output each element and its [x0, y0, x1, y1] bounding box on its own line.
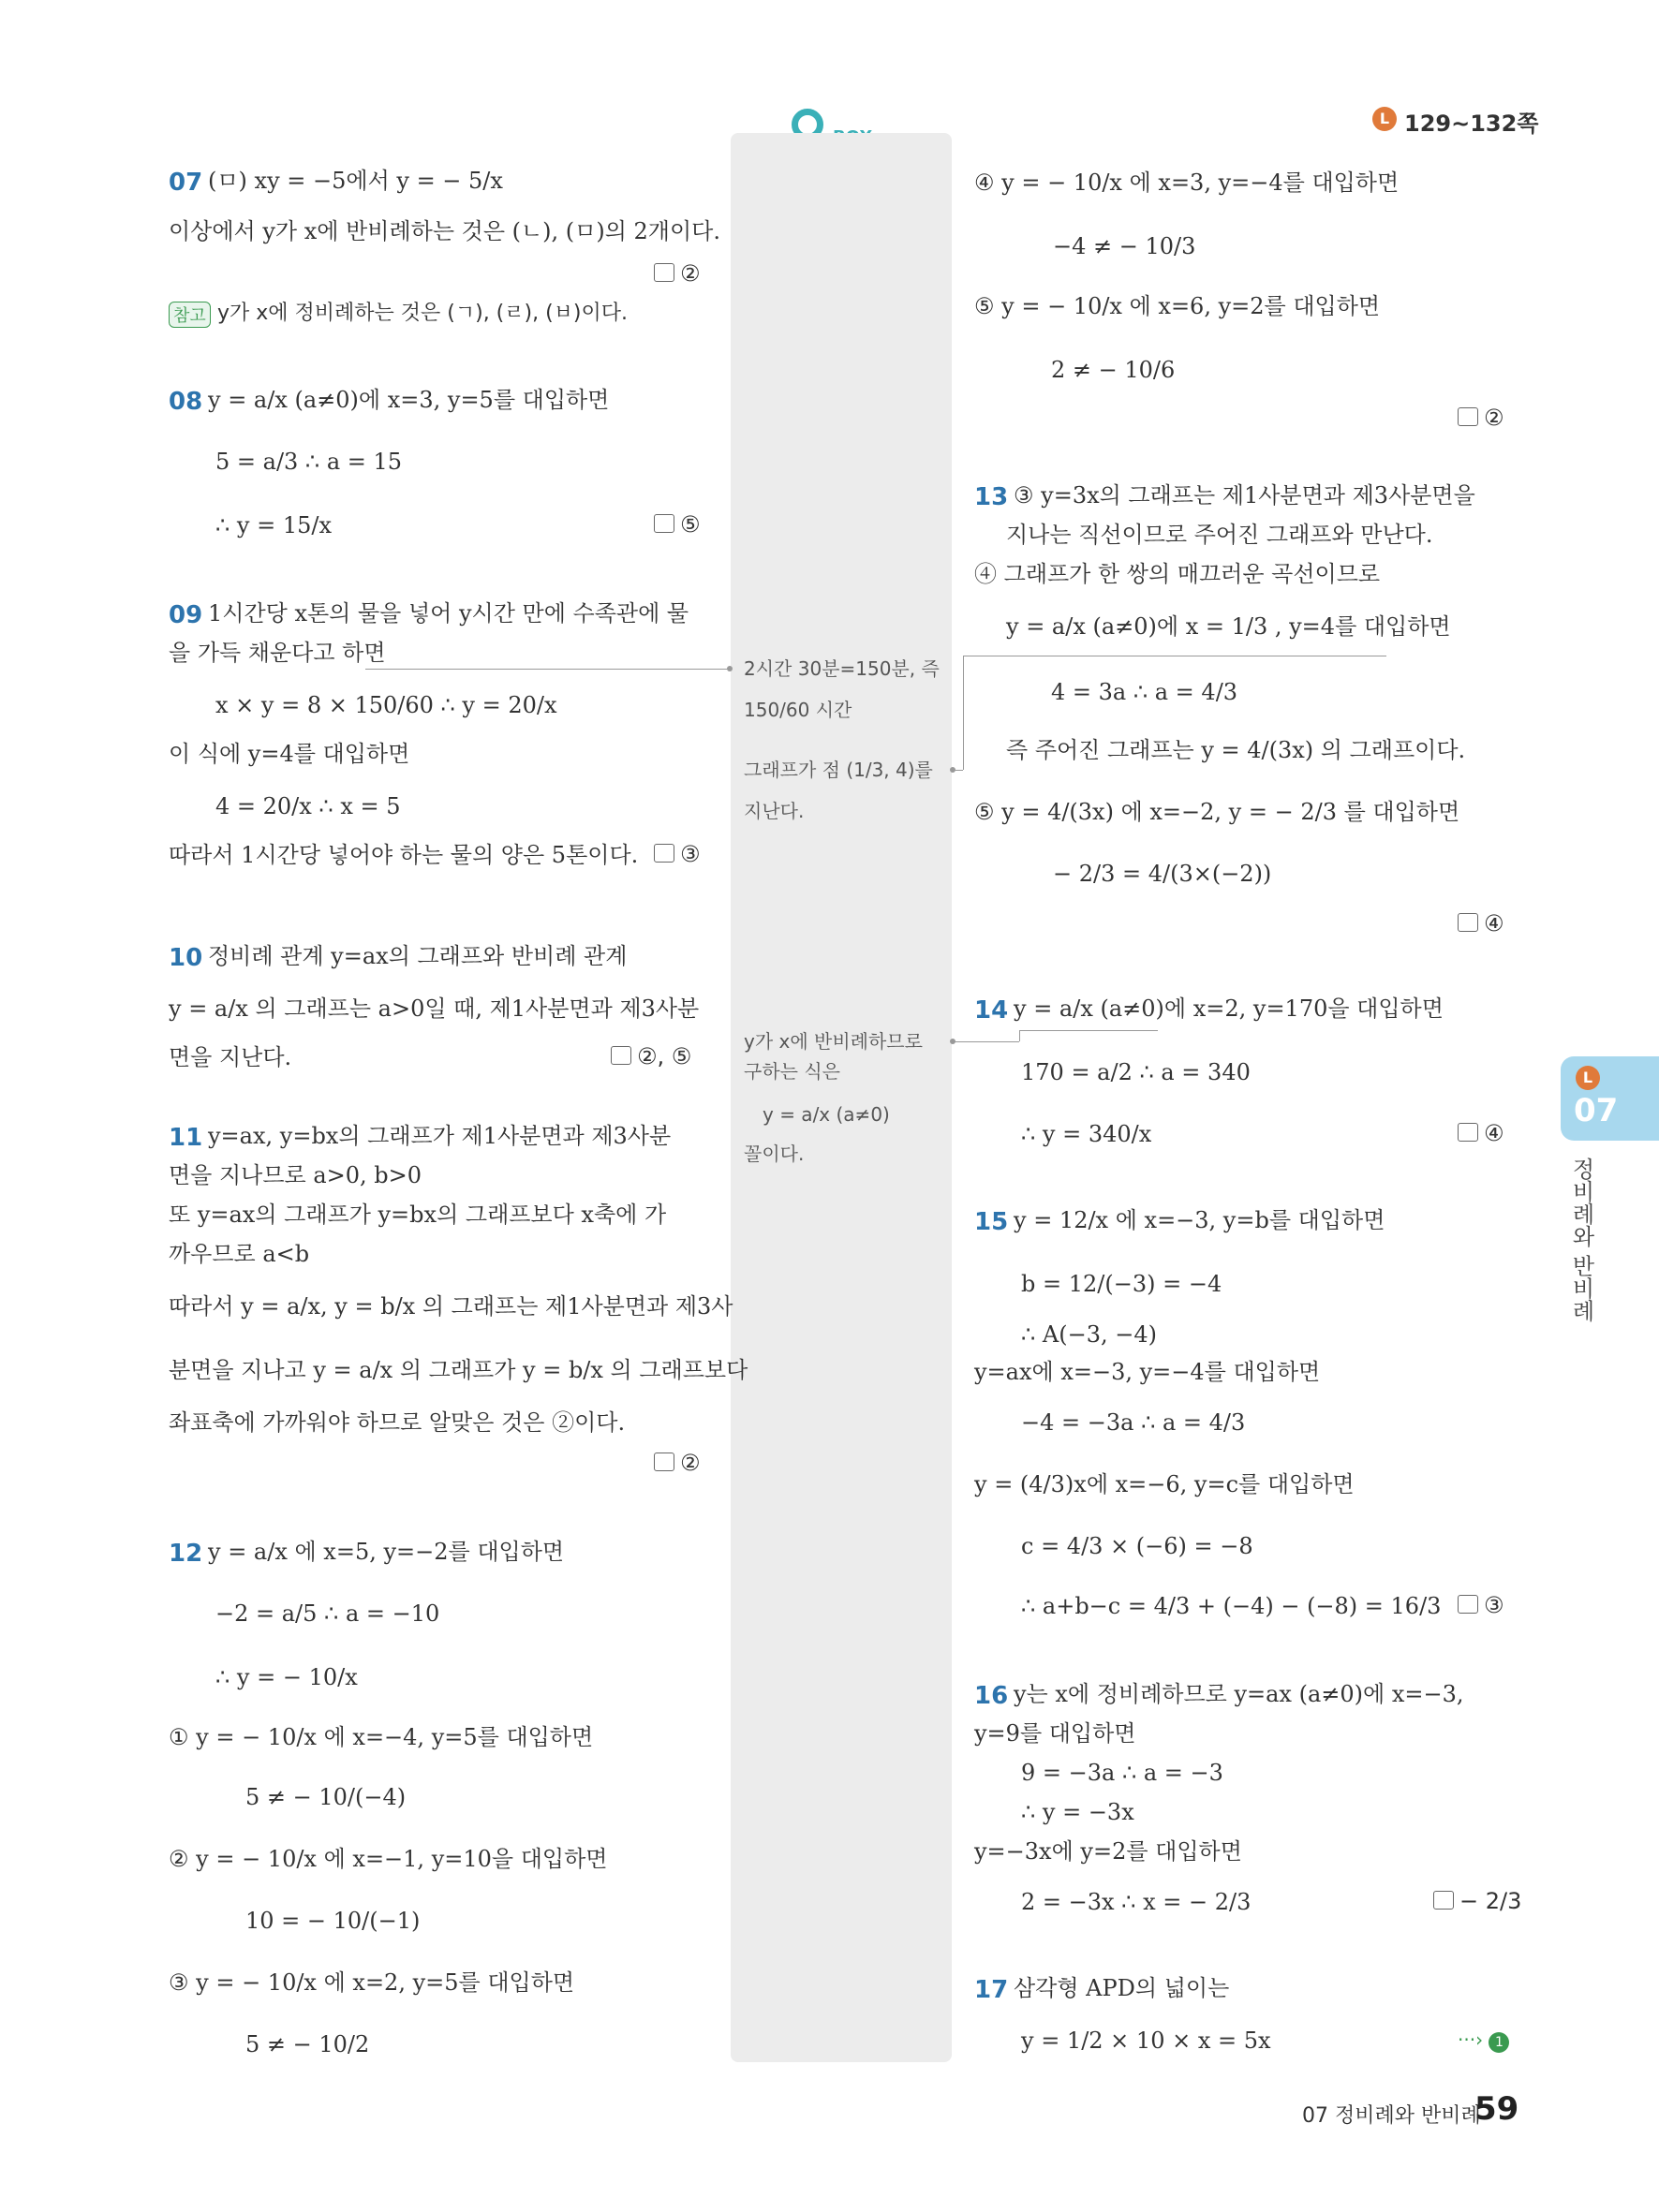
leader-dot — [727, 666, 733, 671]
solution-line: 4 = 3a ∴ a = 4/3 — [1051, 679, 1238, 705]
solution-line: 을 가득 채운다고 하면 — [169, 640, 386, 666]
solution-line: 까우므로 a<b — [169, 1241, 310, 1267]
side-note: y = a/x (a≠0) — [763, 1103, 890, 1126]
solution-line: ③ y = − 10/x 에 x=2, y=5를 대입하면 — [169, 1969, 575, 1996]
solution-line: ⑤ y = 4/(3x) 에 x=−2, y = − 2/3 를 대입하면 — [974, 799, 1460, 825]
lesson-marker-icon: L — [1576, 1066, 1600, 1090]
solution-line: y=9를 대입하면 — [974, 1720, 1136, 1747]
solution-line: 분면을 지나고 y = a/x 의 그래프가 y = b/x 의 그래프보다 — [169, 1357, 748, 1383]
problem-number: 14 — [974, 996, 1009, 1025]
solution-line: ∴ y = 15/x — [215, 512, 332, 538]
footer-chapter-title: 07 정비례와 반비례 — [1302, 2104, 1481, 2128]
answer-icon — [1458, 407, 1478, 426]
solution-line: y=ax에 x=−3, y=−4를 대입하면 — [974, 1359, 1321, 1385]
solution-line: ② y = − 10/x 에 x=−1, y=10을 대입하면 — [169, 1846, 608, 1872]
page-number: 59 — [1474, 2090, 1519, 2128]
answer-mark: ⑤ — [654, 511, 701, 538]
leader-line — [954, 770, 963, 771]
answer-icon — [1458, 1595, 1478, 1614]
problem-number: 10 — [169, 944, 203, 972]
qbox-notes-column — [731, 133, 952, 2062]
solution-line: ∴ A(−3, −4) — [1021, 1321, 1157, 1348]
solution-line: y = a/x (a≠0)에 x=3, y=5를 대입하면 — [208, 387, 610, 413]
answer-icon — [1458, 1123, 1478, 1142]
answer-icon — [654, 844, 674, 863]
continue-number-icon: 1 — [1489, 2032, 1509, 2053]
solution-line: y = a/x (a≠0)에 x = 1/3 , y=4를 대입하면 — [1006, 613, 1451, 640]
solution-line: −4 ≠ − 10/3 — [1053, 233, 1196, 259]
solution-line: 이상에서 y가 x에 반비례하는 것은 (ㄴ), (ㅁ)의 2개이다. — [169, 218, 720, 244]
answer-icon — [611, 1046, 631, 1065]
solution-line: 지나는 직선이므로 주어진 그래프와 만난다. — [1006, 522, 1433, 548]
solution-line: 이 식에 y=4를 대입하면 — [169, 741, 410, 767]
solution-line: y = 12/x 에 x=−3, y=b를 대입하면 — [1014, 1207, 1385, 1233]
answer-icon — [654, 1453, 674, 1471]
side-note: y가 x에 반비례하므로 — [744, 1030, 923, 1053]
solution-line: ① y = − 10/x 에 x=−4, y=5를 대입하면 — [169, 1724, 594, 1750]
solution-line: 즉 주어진 그래프는 y = 4/(3x) 의 그래프이다. — [1006, 737, 1466, 763]
answer-mark: ③ — [654, 841, 701, 867]
solution-line: 삼각형 APD의 넓이는 — [1014, 1975, 1230, 2001]
solution-line: ∴ y = − 10/x — [215, 1664, 358, 1690]
solution-line: y = a/x (a≠0)에 x=2, y=170을 대입하면 — [1014, 995, 1444, 1022]
continue-marker: ···› 1 — [1458, 2028, 1509, 2053]
answer-icon — [654, 263, 674, 282]
chapter-side-title: 정비례와 반비례 — [1568, 1158, 1594, 1322]
solution-line: (ㅁ) xy = −5에서 y = − 5/x — [208, 168, 503, 194]
side-note: 그래프가 점 (1/3, 4)를 — [744, 759, 933, 781]
answer-mark: ③ — [1458, 1592, 1504, 1618]
reference-tag: 참고 — [169, 302, 211, 328]
solution-line: 170 = a/2 ∴ a = 340 — [1021, 1059, 1251, 1085]
solution-line: 10 = − 10/(−1) — [245, 1908, 421, 1934]
solution-line: y = a/x 에 x=5, y=−2를 대입하면 — [208, 1539, 565, 1565]
answer-mark: − 2/3 — [1433, 1888, 1521, 1914]
solution-line: ④ y = − 10/x 에 x=3, y=−4를 대입하면 — [974, 170, 1400, 196]
solution-line: 5 ≠ − 10/2 — [245, 2031, 370, 2057]
solution-line: y는 x에 정비례하므로 y=ax (a≠0)에 x=−3, — [1014, 1681, 1464, 1707]
side-note: 2시간 30분=150분, 즉 — [744, 657, 940, 680]
leader-line — [365, 669, 731, 670]
solution-line: x × y = 8 × 150/60 ∴ y = 20/x — [215, 692, 557, 718]
solution-line: 좌표축에 가까워야 하므로 알맞은 것은 ②이다. — [169, 1409, 626, 1436]
side-note: 150/60 시간 — [744, 699, 852, 721]
solution-line: − 2/3 = 4/(3×(−2)) — [1053, 861, 1272, 887]
chapter-number: 07 — [1574, 1092, 1619, 1129]
solution-line: −4 = −3a ∴ a = 4/3 — [1021, 1409, 1246, 1436]
answer-mark: ② — [654, 260, 701, 287]
problem-number: 16 — [974, 1682, 1009, 1710]
problem-number: 17 — [974, 1976, 1009, 2004]
solution-line: 9 = −3a ∴ a = −3 — [1021, 1760, 1223, 1786]
page-range: 129~132쪽 — [1404, 111, 1539, 137]
solution-line: c = 4/3 × (−6) = −8 — [1021, 1533, 1253, 1559]
solution-line: 또 y=ax의 그래프가 y=bx의 그래프보다 x축에 가 — [169, 1202, 667, 1228]
problem-number: 11 — [169, 1124, 203, 1152]
leader-line — [963, 656, 964, 770]
side-note: 구하는 식은 — [744, 1060, 840, 1083]
answer-icon — [1458, 913, 1478, 932]
solution-line: ③ y=3x의 그래프는 제1사분면과 제3사분면을 — [1014, 482, 1475, 509]
problem-number: 12 — [169, 1540, 203, 1568]
solution-line: 5 ≠ − 10/(−4) — [245, 1784, 407, 1810]
solution-line: 5 = a/3 ∴ a = 15 — [215, 449, 403, 475]
solution-line: 2 ≠ − 10/6 — [1051, 357, 1176, 383]
answer-mark: ④ — [1458, 910, 1504, 936]
solution-line: 정비례 관계 y=ax의 그래프와 반비례 관계 — [208, 943, 628, 969]
answer-mark: ② — [654, 1450, 701, 1476]
answer-icon — [654, 514, 674, 533]
solution-line: ⑤ y = − 10/x 에 x=6, y=2를 대입하면 — [974, 293, 1381, 319]
answer-icon — [1433, 1891, 1454, 1910]
leader-line — [1019, 1030, 1020, 1041]
leader-line — [954, 1041, 1019, 1042]
solution-line: 2 = −3x ∴ x = − 2/3 — [1021, 1889, 1252, 1915]
solution-line: y = (4/3)x에 x=−6, y=c를 대입하면 — [974, 1471, 1355, 1497]
problem-number: 15 — [974, 1208, 1009, 1236]
solution-line: ∴ y = 340/x — [1021, 1121, 1152, 1147]
chapter-side-tab[interactable] — [1561, 1056, 1659, 1141]
answer-mark: ④ — [1458, 1120, 1504, 1146]
solution-line: y=−3x에 y=2를 대입하면 — [974, 1838, 1242, 1865]
solution-line: 따라서 y = a/x, y = b/x 의 그래프는 제1사분면과 제3사 — [169, 1293, 733, 1320]
solution-line: 4 = 20/x ∴ x = 5 — [215, 793, 401, 819]
solution-line: y = 1/2 × 10 × x = 5x — [1021, 2028, 1271, 2054]
solution-line: 따라서 1시간당 넣어야 하는 물의 양은 5톤이다. — [169, 842, 639, 868]
solution-line: 면을 지난다. — [169, 1044, 292, 1070]
lesson-marker-icon: L — [1372, 107, 1397, 131]
solution-line: ④ 그래프가 한 쌍의 매끄러운 곡선이므로 — [974, 561, 1381, 587]
leader-line — [1019, 1030, 1158, 1031]
solution-line: y = a/x 의 그래프는 a>0일 때, 제1사분면과 제3사분 — [169, 995, 700, 1022]
problem-number: 07 — [169, 169, 203, 197]
solution-line: b = 12/(−3) = −4 — [1021, 1271, 1222, 1297]
reference-text: y가 x에 정비례하는 것은 (ㄱ), (ㄹ), (ㅂ)이다. — [217, 302, 629, 325]
solution-line: −2 = a/5 ∴ a = −10 — [215, 1600, 440, 1627]
problem-number: 09 — [169, 601, 203, 629]
solution-line: y=ax, y=bx의 그래프가 제1사분면과 제3사분 — [208, 1123, 672, 1149]
solution-line: ∴ a+b−c = 4/3 + (−4) − (−8) = 16/3 — [1021, 1593, 1442, 1619]
problem-number: 13 — [974, 483, 1009, 511]
side-note: 꼴이다. — [744, 1143, 805, 1165]
solution-line: 면을 지나므로 a>0, b>0 — [169, 1162, 422, 1188]
solution-line: ∴ y = −3x — [1021, 1799, 1134, 1825]
problem-number: 08 — [169, 388, 203, 416]
answer-mark: ② — [1458, 405, 1504, 431]
side-note: 지난다. — [744, 800, 805, 822]
answer-mark: ②, ⑤ — [611, 1043, 691, 1069]
solution-line: 1시간당 x톤의 물을 넣어 y시간 만에 수족관에 물 — [208, 600, 689, 627]
